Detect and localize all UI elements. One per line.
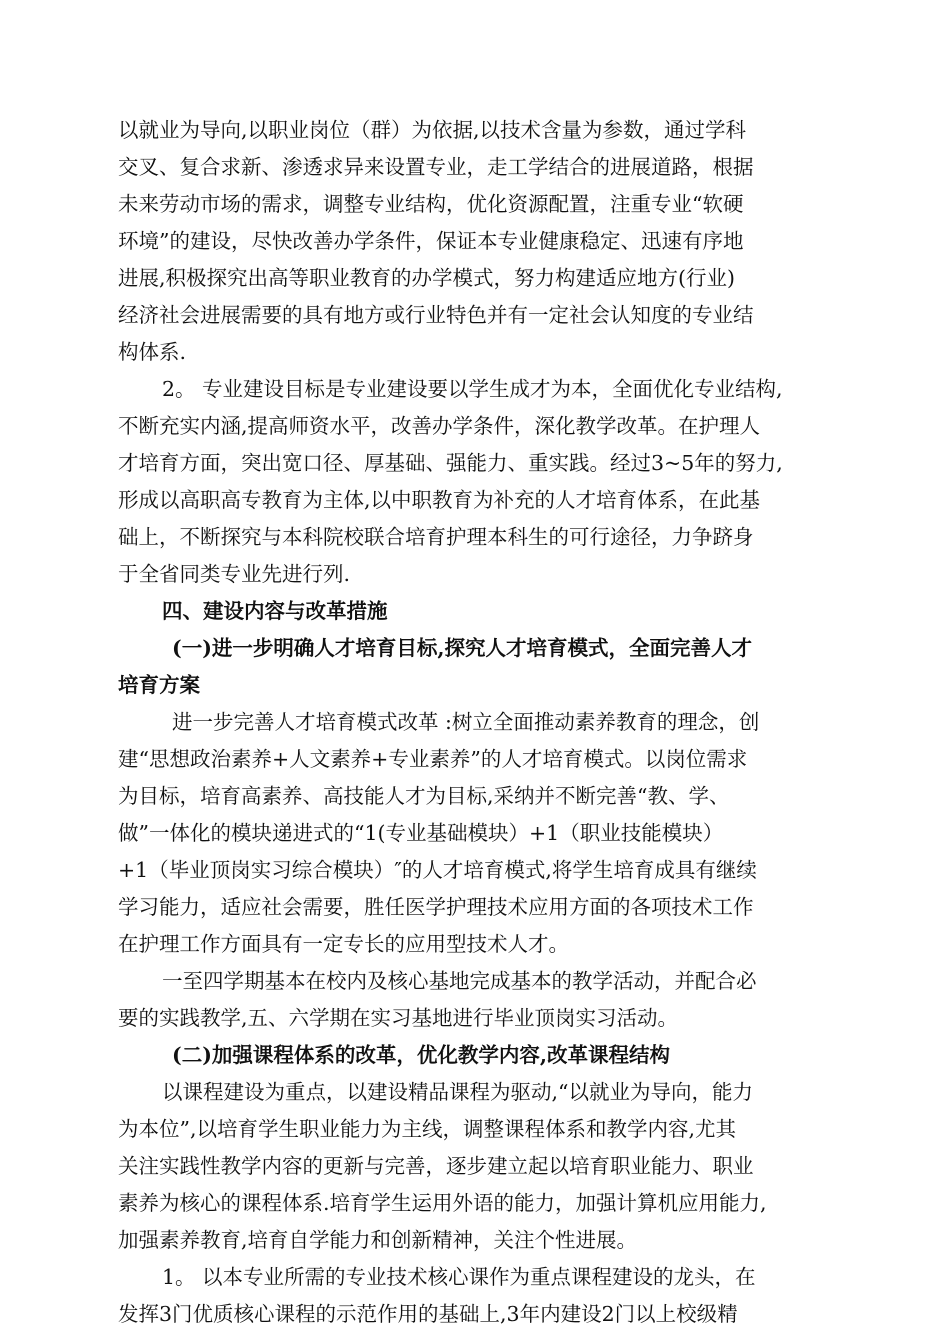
section-heading-line: 培育方案 — [118, 673, 200, 697]
paragraph-line: 学习能力，适应社会需要，胜任医学护理技术应用方面的各项技术工作 — [118, 895, 754, 919]
paragraph-line: 交叉、复合求新、渗透求异来设置专业，走工学结合的进展道路，根据 — [118, 155, 754, 179]
section-heading-line: (一)进一步明确人才培育目标,探究人才培育模式，全面完善人才 — [172, 636, 753, 660]
paragraph-line: 才培育方面，突出宽口径、厚基础、强能力、重实践。经过3~5年的努力, — [118, 451, 783, 475]
paragraph-line: 在护理工作方面具有一定专长的应用型技术人才。 — [118, 932, 569, 956]
paragraph-line: 要的实践教学,五、六学期在实习基地进行毕业顶岗实习活动。 — [118, 1006, 679, 1030]
paragraph-line: 进一步完善人才培育模式改革 :树立全面推动素养教育的理念，创 — [172, 710, 760, 734]
paragraph-line: 素养为核心的课程体系.培育学生运用外语的能力，加强计算机应用能力, — [118, 1191, 767, 1215]
paragraph-line: 形成以高职高专教育为主体,以中职教育为补充的人才培育体系，在此基 — [118, 488, 761, 512]
paragraph-line: 一至四学期基本在校内及核心基地完成基本的教学活动，并配合必 — [162, 969, 757, 993]
paragraph-line: 以课程建设为重点，以建设精品课程为驱动,“以就业为导向，能力 — [162, 1080, 753, 1104]
paragraph-line: 建“思想政治素养+人文素养+专业素养”的人才培育模式。以岗位需求 — [118, 747, 748, 771]
section-heading-line: (二)加强课程体系的改革，优化教学内容,改革课程结构 — [172, 1043, 671, 1067]
paragraph-line: +1（毕业顶岗实习综合模块）″的人才培育模式,将学生培育成具有继续 — [118, 858, 757, 882]
paragraph-line: 发挥3门优质核心课程的示范作用的基础上,3年内建设2门以上校级精 — [118, 1302, 738, 1326]
paragraph-line: 不断充实内涵,提高师资水平，改善办学条件，深化教学改革。在护理人 — [118, 414, 761, 438]
paragraph-line: 做”一体化的模块递进式的“1(专业基础模块）+1（职业技能模块） — [118, 821, 724, 845]
document-body — [118, 112, 834, 1333]
paragraph-line: 进展,积极探究出高等职业教育的办学模式，努力构建适应地方(行业) — [118, 266, 736, 290]
paragraph-line: 经济社会进展需要的具有地方或行业特色并有一定社会认知度的专业结 — [118, 303, 754, 327]
paragraph-line: 构体系. — [118, 340, 187, 364]
paragraph-line: 环境”的建设，尽快改善办学条件，保证本专业健康稳定、迅速有序地 — [118, 229, 744, 253]
section-heading-line: 四、建设内容与改革措施 — [162, 599, 388, 623]
paragraph-line: 础上，不断探究与本科院校联合培育护理本科生的可行途径，力争跻身 — [118, 525, 754, 549]
paragraph-line: 1。 以本专业所需的专业技术核心课作为重点课程建设的龙头，在 — [162, 1265, 756, 1289]
paragraph-line: 以就业为导向,以职业岗位（群）为依据,以技术含量为参数，通过学科 — [118, 118, 747, 142]
paragraph-line: 为本位”,以培育学生职业能力为主线，调整课程体系和教学内容,尤其 — [118, 1117, 737, 1141]
paragraph-line: 关注实践性教学内容的更新与完善，逐步建立起以培育职业能力、职业 — [118, 1154, 754, 1178]
paragraph-line: 于全省同类专业先进行列. — [118, 562, 351, 586]
paragraph-line: 未来劳动市场的需求，调整专业结构，优化资源配置，注重专业“软硬 — [118, 192, 744, 216]
paragraph-line: 2。 专业建设目标是专业建设要以学生成才为本，全面优化专业结构, — [162, 377, 783, 401]
paragraph-line: 加强素养教育,培育自学能力和创新精神，关注个性进展。 — [118, 1228, 638, 1252]
paragraph-line: 为目标，培育高素养、高技能人才为目标,采纳并不断完善“教、学、 — [118, 784, 730, 808]
